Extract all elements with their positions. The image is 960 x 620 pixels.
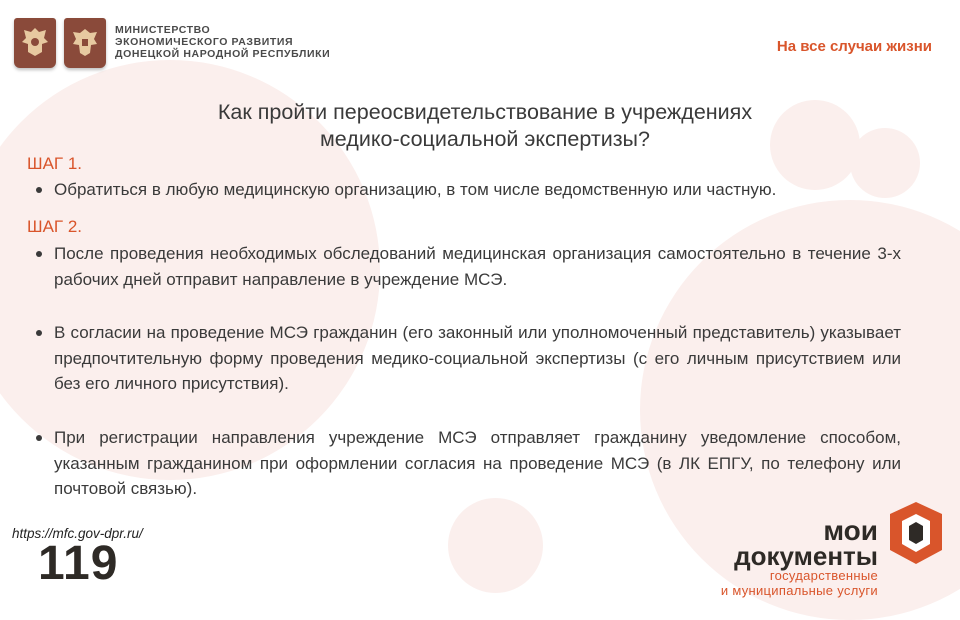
logo-line-3: государственные: [769, 568, 878, 583]
russia-emblem-icon: [14, 18, 56, 68]
title-line-1: Как пройти переосвидетельствование в учреждениях: [217, 100, 753, 124]
ministry-line-2: ЭКОНОМИЧЕСКОГО РАЗВИТИЯ: [115, 36, 294, 48]
slogan: На все случаи жизни: [776, 38, 932, 55]
title-line-2: медико-социальной экспертизы?: [320, 127, 650, 151]
page-title: [100, 99, 870, 153]
website-link[interactable]: https://mfc.gov-dpr.ru/: [12, 526, 143, 541]
step-1-bullet-1: Обратиться в любую медицинскую организацию, в том числе ведомственную или частную.: [54, 177, 901, 203]
logo-line-4: и муниципальные услуги: [720, 583, 878, 598]
moi-dokumenty-logo-icon: [888, 500, 944, 571]
dpr-emblem-icon: [64, 18, 106, 68]
step-2-bullet-3: При регистрации направления учреждение МСЭ отправляет гражданину уведомление способом, указанным гражданином при оформлении согласия на проведение МСЭ (в ЛК ЕПГУ, по телефону или почтовой связью).: [54, 425, 901, 502]
logo-line-2: документы: [734, 541, 878, 571]
ministry-line-1: МИНИСТЕРСТВО: [115, 24, 211, 36]
step-2-label: ШАГ 2.: [27, 217, 83, 236]
step-2-bullet-1: После проведения необходимых обследований медицинская организация самостоятельно в течение 3-х рабочих дней отправит направление в учреждение МСЭ.: [54, 241, 901, 292]
background-circle-bottom: [448, 498, 543, 593]
ministry-line-3: ДОНЕЦКОЙ НАРОДНОЙ РЕСПУБЛИКИ: [115, 48, 331, 60]
ministry-name: [115, 24, 330, 60]
step-1-label: ШАГ 1.: [27, 154, 83, 173]
moi-dokumenty-logo: [720, 515, 878, 598]
logo-line-1: мои: [823, 515, 878, 546]
step-2-bullet-2: В согласии на проведение МСЭ гражданин (его законный или уполномоченный представитель) указывает предпочтительную форму проведения медико-социальной экспертизы (с его личным присутствием или без его личного присутствия).: [54, 320, 901, 397]
page-number: 119: [38, 537, 119, 590]
